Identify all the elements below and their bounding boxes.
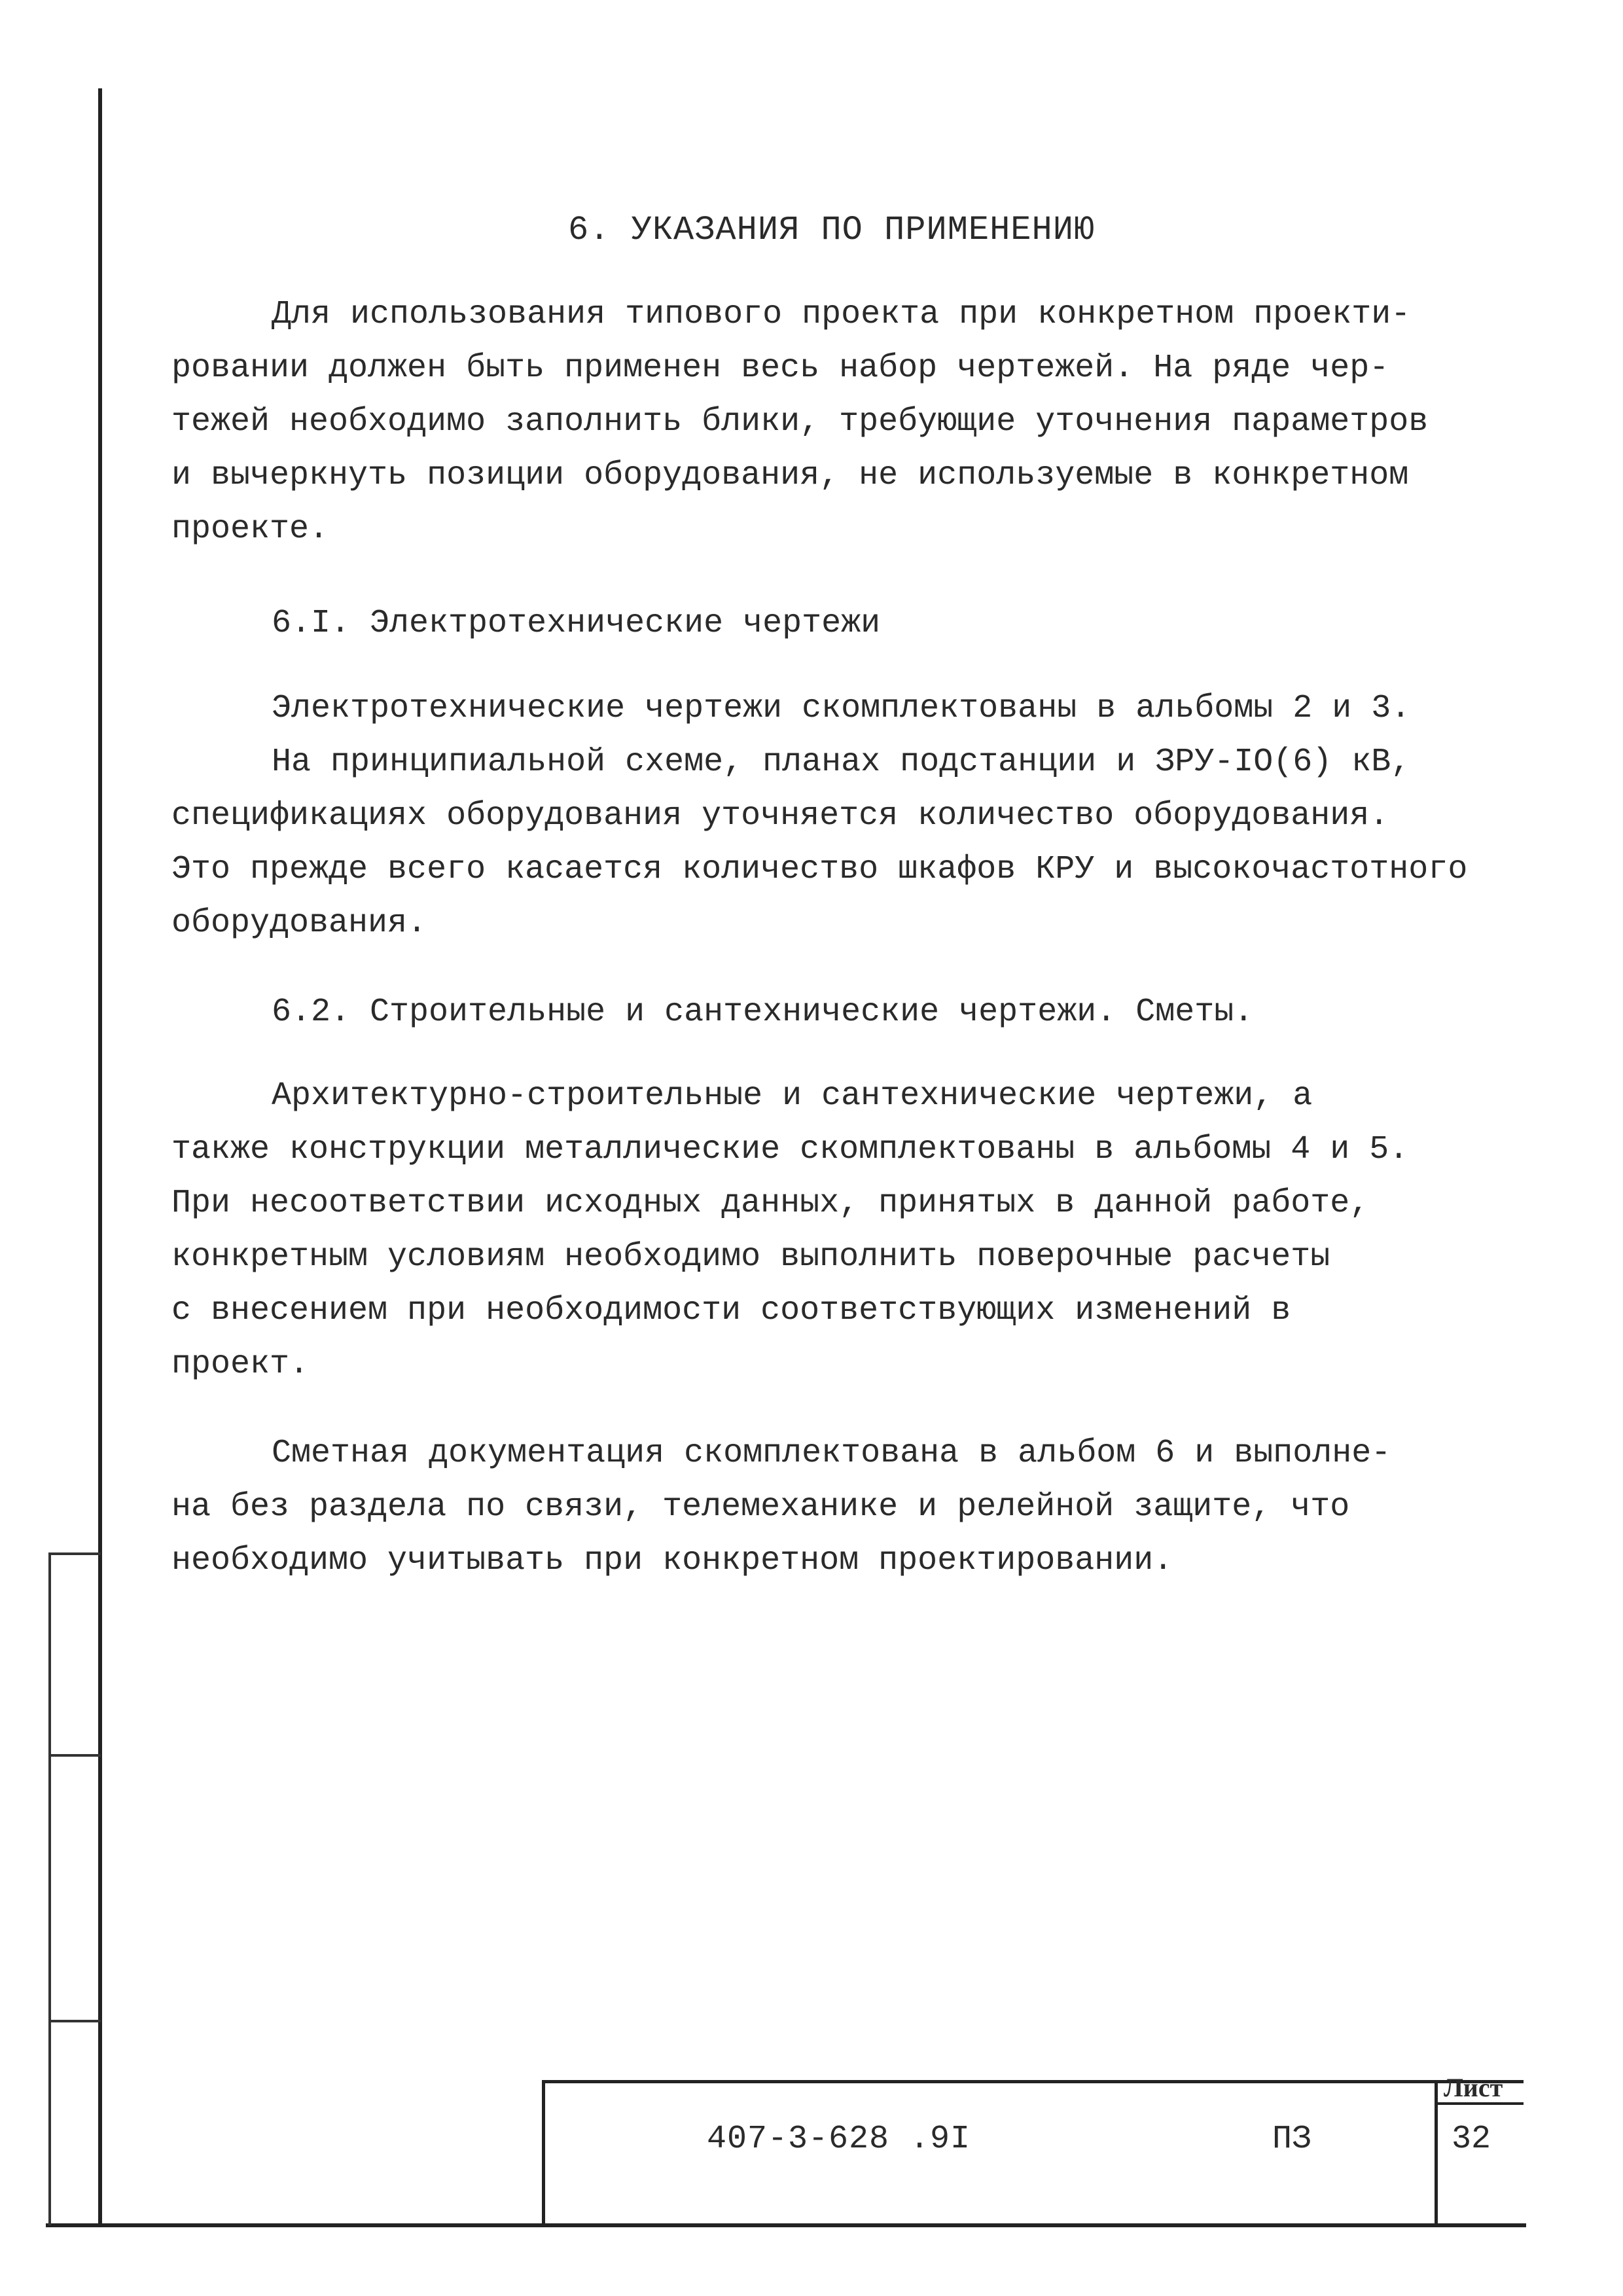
paragraph-line: Архитектурно-строительные и сантехнические чертежи, а <box>272 1077 1313 1115</box>
paragraph-line: проект. <box>171 1346 310 1383</box>
paragraph-line: тежей необходимо заполнить блики, требующие уточнения параметров <box>171 403 1429 440</box>
paragraph-line: и вычеркнуть позиции оборудования, не используемые в конкретном <box>171 457 1409 494</box>
margin-line <box>48 1754 101 1757</box>
paragraph-line: с внесением при необходимости соответствующих изменений в <box>171 1292 1291 1329</box>
sheet-number: 32 <box>1452 2121 1491 2158</box>
paragraph-line: оборудования. <box>171 905 427 942</box>
paragraph-line: Электротехнические чертежи скомплектованы в альбомы 2 и 3. <box>272 690 1411 727</box>
paragraph-line: на без раздела по связи, телемеханике и релейной защите, что <box>171 1488 1350 1526</box>
paragraph-line: Сметная документация скомплектована в альбом 6 и выполне- <box>272 1435 1391 1472</box>
section-title: 6. УКАЗАНИЯ ПО ПРИМЕНЕНИЮ <box>568 211 1096 249</box>
subsection-heading: 6.I. Электротехнические чертежи <box>272 605 881 642</box>
paragraph-line: На принципиальной схеме, планах подстанции и ЗРУ-IO(6) кВ, <box>272 744 1411 781</box>
paragraph-line: ровании должен быть применен весь набор чертежей. На ряде чер- <box>171 350 1389 387</box>
paragraph-line: проекте. <box>171 511 329 548</box>
sheet-label: Лист <box>1444 2073 1503 2102</box>
paragraph-line: Для использования типового проекта при конкретном проекти- <box>272 296 1411 333</box>
paragraph-line: При несоответствии исходных данных, принятых в данной работе, <box>171 1185 1370 1222</box>
margin-line <box>48 2020 101 2022</box>
document-code: 407-3-628 .9I <box>707 2121 971 2158</box>
paragraph-line: Это прежде всего касается количество шкафов КРУ и высокочастотного <box>171 851 1468 888</box>
margin-strip <box>48 1552 51 2225</box>
paragraph-line: необходимо учитывать при конкретном проектировании. <box>171 1542 1173 1579</box>
paragraph-line: спецификациях оборудования уточняется количество оборудования. <box>171 797 1389 834</box>
title-block <box>542 2080 1524 2225</box>
paragraph-line: конкретным условиям необходимо выполнить поверочные расчеты <box>171 1238 1330 1276</box>
paragraph-line: также конструкции металлические скомплектованы в альбомы 4 и 5. <box>171 1131 1409 1168</box>
frame-left-line <box>98 88 102 2227</box>
subsection-heading: 6.2. Строительные и сантехнические чертежи. Сметы. <box>272 994 1254 1031</box>
margin-line <box>48 1552 101 1555</box>
document-type: ПЗ <box>1272 2121 1312 2158</box>
